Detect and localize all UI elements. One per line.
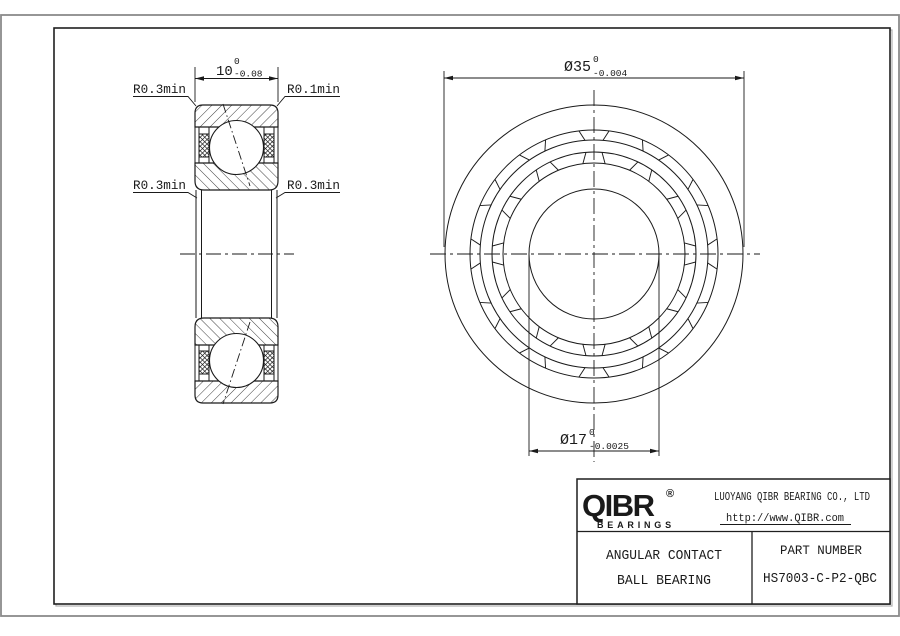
dim-bore-lower-tol: -0.0025	[589, 441, 629, 452]
radius-label-top-right: R0.1min	[287, 82, 340, 97]
cage-pocket-edge	[697, 302, 708, 303]
dim-width-lower-tol: -0.08	[234, 68, 263, 80]
cage-rivet-upper-right	[264, 134, 274, 157]
dim-outer-value: Ø35	[564, 59, 592, 76]
cage-rivet-upper-left	[199, 134, 209, 157]
part-number-value: HS7003-C-P2-QBC	[763, 571, 877, 587]
dim-bore-upper-tol: 0	[589, 427, 595, 438]
cage-pocket-edge	[545, 140, 546, 151]
cage-pocket-edge	[642, 140, 643, 151]
dim-width-upper-tol: 0	[234, 56, 240, 67]
ball-lower	[210, 334, 264, 388]
radius-label-bottom-right: R0.3min	[287, 178, 340, 193]
dim-outer-upper-tol: 0	[593, 54, 599, 65]
cage-pocket-edge	[642, 357, 643, 368]
company-website: http://www.QIBR.com	[726, 513, 845, 525]
logo-subtext: BEARINGS	[597, 520, 675, 530]
radius-label-top-left: R0.3min	[133, 82, 186, 97]
cage-pocket-edge	[480, 302, 491, 303]
dim-bore-value: Ø17	[560, 432, 588, 449]
title-block	[577, 479, 890, 604]
registered-mark: ®	[666, 488, 675, 500]
cage-pocket-edge	[545, 357, 546, 368]
cage-pocket-edge	[480, 205, 491, 206]
ball-upper	[210, 121, 264, 175]
cage-pocket-edge	[697, 205, 708, 206]
radius-label-bottom-left: R0.3min	[133, 178, 186, 193]
product-title-line2: BALL BEARING	[617, 573, 711, 589]
cage-rivet-lower-left	[199, 351, 209, 374]
part-number-label: PART NUMBER	[780, 543, 863, 558]
logo-text: QIBR	[582, 488, 654, 523]
product-title-line1: ANGULAR CONTACT	[606, 548, 722, 564]
dim-width-value: 10	[216, 64, 233, 80]
company-name: LUOYANG QIBR BEARING CO., LTD	[714, 491, 871, 504]
dim-outer-lower-tol: -0.004	[593, 68, 628, 79]
cage-rivet-lower-right	[264, 351, 274, 374]
